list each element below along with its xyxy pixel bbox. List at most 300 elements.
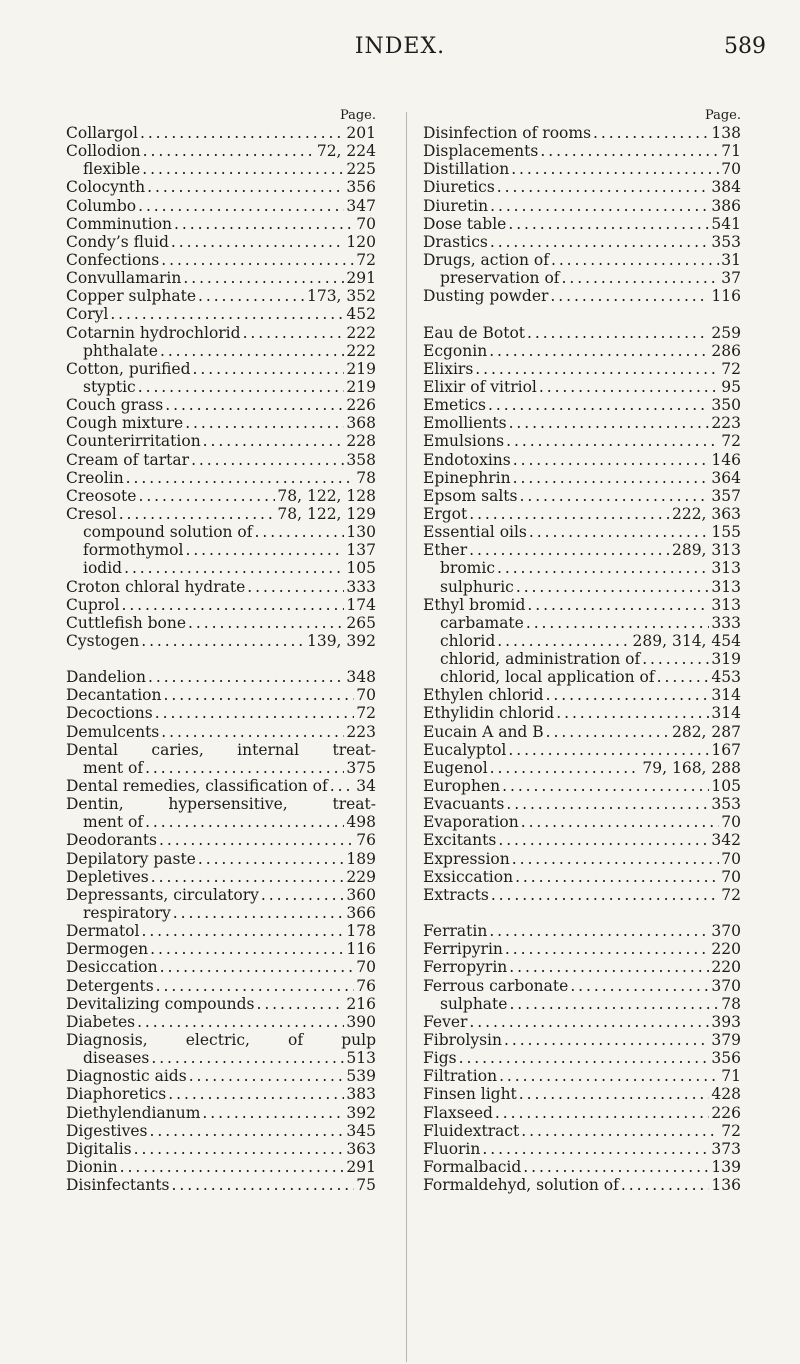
entry-pages: 373 xyxy=(711,1139,741,1158)
dot-leader xyxy=(198,850,345,868)
index-entry xyxy=(423,886,741,904)
index-entry xyxy=(66,432,376,450)
dot-leader xyxy=(150,1122,345,1140)
entry-pages: 513 xyxy=(346,1049,376,1068)
entry-pages: 226 xyxy=(346,396,376,415)
dot-leader xyxy=(160,958,355,976)
entry-term: Eucain A and B xyxy=(423,722,544,741)
entry-pages: 72 xyxy=(356,250,376,269)
index-entry xyxy=(423,1049,741,1067)
column-divider xyxy=(406,112,407,1362)
entry-term: Dionin xyxy=(66,1158,118,1176)
entry-pages: 189 xyxy=(346,849,376,868)
entry-pages: 71 xyxy=(721,142,741,161)
index-entry xyxy=(423,1122,741,1140)
index-entry xyxy=(66,487,376,505)
dot-leader xyxy=(490,197,709,215)
entry-term: Ecgonin xyxy=(423,341,488,360)
dot-leader xyxy=(495,1104,709,1122)
index-entry xyxy=(66,1176,376,1194)
dot-leader xyxy=(183,269,344,287)
entry-term: Fibrolysin xyxy=(423,1031,502,1050)
index-entry xyxy=(423,1067,741,1085)
index-subentry xyxy=(66,541,376,559)
entry-pages: 216 xyxy=(346,994,376,1013)
entry-pages: 78, 122, 129 xyxy=(277,504,376,523)
index-entry xyxy=(423,795,741,813)
entry-term: Cream of tartar xyxy=(66,450,190,469)
dot-leader xyxy=(261,886,344,904)
index-subentry xyxy=(66,559,376,577)
entry-term: Ferratin xyxy=(423,922,488,941)
index-subentry xyxy=(423,650,741,668)
index-subentry xyxy=(66,342,376,360)
index-entry xyxy=(423,596,741,614)
entry-term: Creolin xyxy=(66,468,124,487)
entry-term: Eau de Botot xyxy=(423,323,525,342)
entry-term: diseases xyxy=(83,1049,150,1068)
index-entry xyxy=(66,287,376,305)
dot-leader xyxy=(138,487,275,505)
entry-pages: 136 xyxy=(711,1176,741,1195)
dot-leader xyxy=(570,977,709,995)
entry-pages: 178 xyxy=(346,922,376,941)
index-entry xyxy=(423,940,741,958)
dot-leader xyxy=(119,505,276,523)
dot-leader xyxy=(504,1031,709,1049)
entry-term: Devitalizing compounds xyxy=(66,994,255,1013)
dot-leader xyxy=(174,215,354,233)
dot-leader xyxy=(151,1049,344,1067)
index-entry xyxy=(423,233,741,251)
entry-term: chlorid, local application of xyxy=(440,668,655,687)
index-entry xyxy=(423,396,741,414)
dot-leader xyxy=(193,360,345,378)
dot-leader xyxy=(523,1158,709,1176)
entry-pages: 319 xyxy=(711,650,741,669)
entry-term: bromic xyxy=(440,559,495,578)
index-entry xyxy=(423,741,741,759)
index-entry xyxy=(66,505,376,523)
entry-pages: 313 xyxy=(711,559,741,578)
entry-term: Dermogen xyxy=(66,940,149,959)
index-entry xyxy=(66,451,376,469)
entry-pages: 72, 224 xyxy=(316,142,376,161)
entry-term: Evacuants xyxy=(423,795,505,814)
index-entry xyxy=(66,469,376,487)
entry-term: Emollients xyxy=(423,414,507,433)
index-entry xyxy=(423,1140,741,1158)
dot-leader xyxy=(529,523,710,541)
index-entry xyxy=(66,632,376,650)
index-entry xyxy=(66,922,376,940)
dot-leader xyxy=(145,813,344,831)
index-subentry xyxy=(66,1049,376,1067)
index-entry xyxy=(66,269,376,287)
dot-leader xyxy=(527,324,709,342)
entry-pages: 383 xyxy=(346,1085,376,1104)
index-entry xyxy=(423,414,741,432)
index-entry xyxy=(66,977,376,995)
entry-term: Depletives xyxy=(66,867,149,886)
dot-leader xyxy=(159,831,354,849)
dot-leader xyxy=(469,505,670,523)
entry-pages: 386 xyxy=(711,196,741,215)
index-entry xyxy=(423,160,741,178)
index-entry xyxy=(66,686,376,704)
entry-term: Ethylidin chlorid xyxy=(423,704,555,723)
entry-pages: 222 xyxy=(346,323,376,342)
entry-pages: 70 xyxy=(721,867,741,886)
entry-pages: 37 xyxy=(721,269,741,288)
entry-pages: 375 xyxy=(346,758,376,777)
index-entry xyxy=(423,868,741,886)
index-entry xyxy=(423,977,741,995)
entry-term: Depilatory paste xyxy=(66,849,196,868)
entry-pages: 370 xyxy=(711,922,741,941)
dot-leader xyxy=(556,705,709,723)
entry-term: Ferropyrin xyxy=(423,958,508,977)
entry-pages: 72 xyxy=(721,1121,741,1140)
entry-pages: 31 xyxy=(721,250,741,269)
entry-pages: 137 xyxy=(346,541,376,560)
entry-pages: 392 xyxy=(346,1103,376,1122)
index-entry xyxy=(423,178,741,196)
dot-leader xyxy=(562,269,720,287)
index-entry xyxy=(66,124,376,142)
entry-pages: 222, 363 xyxy=(671,504,741,523)
dot-leader xyxy=(147,178,344,196)
entry-term: Emulsions xyxy=(423,432,505,451)
entry-pages: 314 xyxy=(711,704,741,723)
entry-term: Collargol xyxy=(66,124,138,142)
entry-term: Endotoxins xyxy=(423,450,511,469)
dot-leader xyxy=(657,668,710,686)
entry-pages: 116 xyxy=(346,940,376,959)
entry-term: Cystogen xyxy=(66,631,140,650)
entry-pages: 291 xyxy=(346,269,376,288)
entry-pages: 138 xyxy=(711,124,741,142)
index-subentry xyxy=(66,523,376,541)
entry-pages: 356 xyxy=(711,1049,741,1068)
index-subentry xyxy=(66,759,376,777)
dot-leader xyxy=(141,632,305,650)
entry-pages: 342 xyxy=(711,831,741,850)
index-entry xyxy=(66,614,376,632)
left-index-column xyxy=(66,108,376,1194)
index-entry xyxy=(66,1085,376,1103)
index-entry xyxy=(423,541,741,559)
entry-pages: 358 xyxy=(346,450,376,469)
index-subentry xyxy=(423,668,741,686)
entry-pages: 313 xyxy=(711,577,741,596)
index-entry xyxy=(423,324,741,342)
entry-term: iodid xyxy=(83,559,123,578)
entry-term: Finsen light xyxy=(423,1085,517,1104)
dot-leader xyxy=(155,705,355,723)
entry-term: Formalbacid xyxy=(423,1158,522,1176)
index-entry-continued: Diagnosis, electric, of pulp xyxy=(66,1031,376,1050)
entry-term: Columbo xyxy=(66,196,137,215)
index-entry xyxy=(423,831,741,849)
entry-pages: 223 xyxy=(346,722,376,741)
index-entry xyxy=(66,324,376,342)
dot-leader xyxy=(110,305,344,323)
entry-term: Distillation xyxy=(423,160,510,179)
entry-pages: 173, 352 xyxy=(306,287,376,306)
entry-pages: 289, 313 xyxy=(671,541,741,560)
dot-leader xyxy=(539,378,719,396)
dot-leader xyxy=(330,777,355,795)
page-title: INDEX. xyxy=(354,34,446,59)
index-entry xyxy=(423,850,741,868)
entry-pages: 384 xyxy=(711,178,741,197)
index-entry xyxy=(423,360,741,378)
entry-term: Decantation xyxy=(66,686,162,705)
entry-pages: 95 xyxy=(721,377,741,396)
entry-term: Filtration xyxy=(423,1067,498,1086)
entry-pages: 71 xyxy=(721,1067,741,1086)
dot-leader xyxy=(198,287,305,305)
dot-leader xyxy=(489,922,709,940)
entry-pages: 120 xyxy=(346,232,376,251)
index-entry xyxy=(66,886,376,904)
entry-term: Detergents xyxy=(66,976,154,995)
dot-leader xyxy=(498,831,709,849)
index-entry xyxy=(66,777,376,795)
dot-leader xyxy=(256,995,344,1013)
entry-term: Demulcents xyxy=(66,722,160,741)
entry-term: Diethylendianum xyxy=(66,1103,201,1122)
dot-leader xyxy=(191,451,344,469)
index-entry xyxy=(423,723,741,741)
entry-term: Collodion xyxy=(66,142,141,161)
dot-leader xyxy=(163,686,354,704)
dot-leader xyxy=(150,940,344,958)
entry-pages: 368 xyxy=(346,414,376,433)
index-entry xyxy=(66,197,376,215)
entry-term: respiratory xyxy=(83,904,171,923)
entry-term: Formaldehyd, solution of xyxy=(423,1176,619,1195)
index-entry xyxy=(423,1013,741,1031)
entry-term: Digestives xyxy=(66,1121,148,1140)
entry-pages: 70 xyxy=(356,214,376,233)
dot-leader xyxy=(593,124,709,142)
entry-pages: 370 xyxy=(711,976,741,995)
dot-leader xyxy=(188,614,344,632)
dot-leader xyxy=(138,378,345,396)
index-entry xyxy=(423,813,741,831)
dot-leader xyxy=(121,596,344,614)
dot-leader xyxy=(141,922,344,940)
index-entry xyxy=(423,378,741,396)
dot-leader xyxy=(165,396,344,414)
entry-term: compound solution of xyxy=(83,523,253,542)
entry-pages: 139 xyxy=(711,1158,741,1176)
dot-leader xyxy=(202,1104,344,1122)
entry-term: sulphate xyxy=(440,994,508,1013)
dot-leader xyxy=(508,215,709,233)
index-subentry xyxy=(66,378,376,396)
index-entry xyxy=(66,723,376,741)
entry-term: Depressants, circulatory xyxy=(66,885,259,904)
entry-term: Essential oils xyxy=(423,523,527,542)
section-gap xyxy=(423,904,741,922)
entry-term: Cough mixture xyxy=(66,414,184,433)
dot-leader xyxy=(511,160,719,178)
dot-leader xyxy=(469,1013,709,1031)
entry-pages: 130 xyxy=(346,523,376,542)
index-subentry xyxy=(66,160,376,178)
entry-pages: 174 xyxy=(346,595,376,614)
entry-term: Diuretics xyxy=(423,178,495,197)
entry-pages: 333 xyxy=(346,577,376,596)
page-header xyxy=(0,34,800,64)
entry-pages: 360 xyxy=(346,885,376,904)
index-entry xyxy=(423,487,741,505)
entry-term: Diaphoretics xyxy=(66,1085,167,1104)
index-entry xyxy=(66,850,376,868)
entry-term: Comminution xyxy=(66,214,173,233)
entry-pages: 220 xyxy=(711,940,741,959)
entry-term: Ergot xyxy=(423,504,468,523)
index-entry-continued: Dental caries, internal treat- xyxy=(66,740,376,759)
index-subentry xyxy=(423,559,741,577)
entry-term: Diabetes xyxy=(66,1012,136,1031)
entry-term: carbamate xyxy=(440,613,524,632)
entry-term: Europhen xyxy=(423,777,501,796)
section-gap xyxy=(423,305,741,323)
dot-leader xyxy=(134,1140,345,1158)
entry-pages: 105 xyxy=(711,777,741,796)
entry-pages: 291 xyxy=(346,1158,376,1176)
dot-leader xyxy=(551,251,719,269)
index-entry xyxy=(66,360,376,378)
entry-term: Eugenol xyxy=(423,758,488,777)
entry-term: Cuttlefish bone xyxy=(66,613,187,632)
entry-term: styptic xyxy=(83,377,136,396)
dot-leader xyxy=(247,578,344,596)
index-entry xyxy=(423,922,741,940)
entry-term: Displacements xyxy=(423,142,539,161)
entry-term: Disinfection of rooms xyxy=(423,124,592,142)
dot-leader xyxy=(143,142,315,160)
entry-pages: 353 xyxy=(711,795,741,814)
index-entry xyxy=(423,342,741,360)
entry-term: Cotton, purified xyxy=(66,359,191,378)
entry-pages: 364 xyxy=(711,468,741,487)
index-entry xyxy=(66,1122,376,1140)
entry-pages: 72 xyxy=(721,885,741,904)
entry-term: Drastics xyxy=(423,232,488,251)
dot-leader xyxy=(515,868,719,886)
index-entry xyxy=(66,1013,376,1031)
entry-term: Dusting powder xyxy=(423,287,549,306)
index-entry xyxy=(423,1085,741,1103)
index-entry xyxy=(423,777,741,795)
entry-term: Dose table xyxy=(423,214,507,233)
dot-leader xyxy=(497,632,630,650)
entry-pages: 78 xyxy=(721,994,741,1013)
index-entry xyxy=(66,178,376,196)
entry-term: Decoctions xyxy=(66,704,153,723)
entry-pages: 348 xyxy=(346,668,376,687)
entry-term: Emetics xyxy=(423,396,487,415)
index-entry xyxy=(66,668,376,686)
index-subentry xyxy=(423,995,741,1013)
index-entry xyxy=(66,215,376,233)
dot-leader xyxy=(172,1176,355,1194)
entry-pages: 259 xyxy=(711,323,741,342)
entry-pages: 393 xyxy=(711,1012,741,1031)
entry-term: Cresol xyxy=(66,504,117,523)
entry-term: Epsom salts xyxy=(423,486,518,505)
entry-term: chlorid, administration of xyxy=(440,650,641,669)
entry-term: Desiccation xyxy=(66,958,158,977)
entry-pages: 76 xyxy=(356,976,376,995)
entry-term: Dandelion xyxy=(66,668,146,687)
entry-pages: 453 xyxy=(711,668,741,687)
entry-term: Elixir of vitriol xyxy=(423,377,537,396)
dot-leader xyxy=(526,614,710,632)
entry-pages: 357 xyxy=(711,486,741,505)
entry-pages: 289, 314, 454 xyxy=(632,631,741,650)
entry-term: Counterirritation xyxy=(66,432,201,451)
index-entry xyxy=(423,1031,741,1049)
dot-leader xyxy=(160,342,344,360)
dot-leader xyxy=(502,777,709,795)
entry-term: Extracts xyxy=(423,885,489,904)
dot-leader xyxy=(189,1067,345,1085)
index-entry xyxy=(66,940,376,958)
index-entry xyxy=(66,142,376,160)
entry-pages: 201 xyxy=(346,124,376,142)
dot-leader xyxy=(491,886,719,904)
entry-pages: 167 xyxy=(711,740,741,759)
dot-leader xyxy=(145,759,344,777)
index-entry xyxy=(423,451,741,469)
entry-pages: 265 xyxy=(346,613,376,632)
entry-pages: 76 xyxy=(356,831,376,850)
index-entry xyxy=(423,523,741,541)
entry-pages: 228 xyxy=(346,432,376,451)
dot-leader xyxy=(173,904,345,922)
entry-pages: 541 xyxy=(711,214,741,233)
section-gap xyxy=(66,650,376,668)
dot-leader xyxy=(469,541,670,559)
index-entry xyxy=(66,596,376,614)
index-entry xyxy=(423,251,741,269)
dot-leader xyxy=(497,178,710,196)
entry-pages: 105 xyxy=(346,559,376,578)
entry-pages: 286 xyxy=(711,341,741,360)
entry-pages: 363 xyxy=(346,1139,376,1158)
entry-pages: 229 xyxy=(346,867,376,886)
dot-leader xyxy=(137,1013,344,1031)
entry-pages: 498 xyxy=(346,813,376,832)
index-entry xyxy=(423,958,741,976)
entry-term: Fever xyxy=(423,1012,468,1031)
entry-term: Fluidextract xyxy=(423,1121,520,1140)
entry-pages: 350 xyxy=(711,396,741,415)
entry-term: Ferrous carbonate xyxy=(423,976,569,995)
dot-leader xyxy=(255,523,345,541)
entry-term: Fluorin xyxy=(423,1139,481,1158)
entry-pages: 226 xyxy=(711,1103,741,1122)
entry-term: Deodorants xyxy=(66,831,158,850)
entry-pages: 353 xyxy=(711,232,741,251)
page-number: 589 xyxy=(724,34,766,59)
